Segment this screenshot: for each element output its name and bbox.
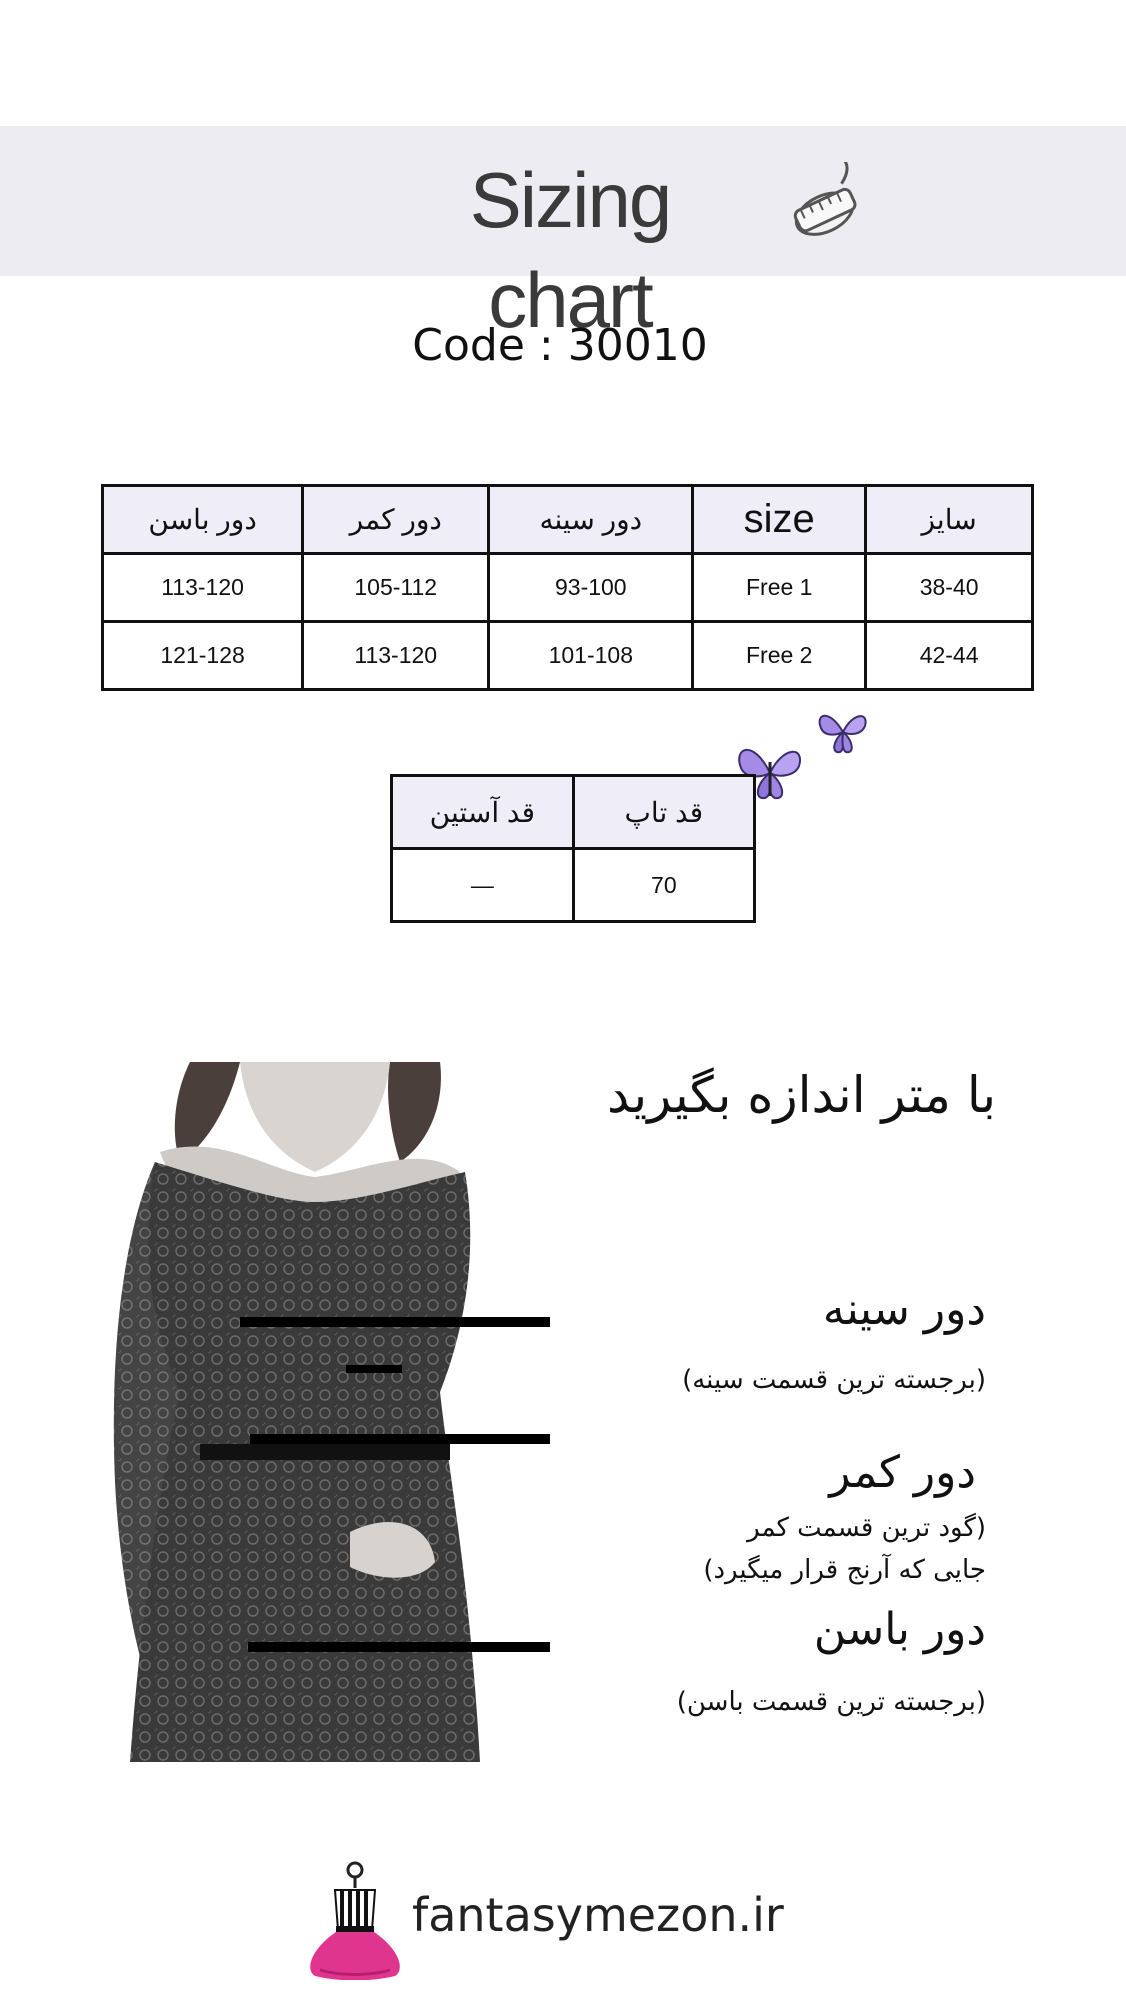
dress-logo-icon [300,1860,410,1980]
header-hip: دور باسن [103,486,303,554]
table-row [103,622,1033,690]
header-waist: دور کمر [303,486,489,554]
length-table-header-row [392,776,755,849]
header-chest: دور سینه [489,486,693,554]
cell-hip: 113-120 [103,554,303,622]
page-title: Sizing chart [469,156,671,344]
length-table [390,774,756,923]
chest-note: (برجسته ترین قسمت سینه) [682,1365,986,1395]
size-table-header-row [103,486,1033,554]
product-code: Code : 30010 [412,320,708,371]
dress-model-image [100,1062,550,1762]
hip-note: (برجسته ترین قسمت باسن) [676,1687,986,1717]
cell-size-farsi: 42-44 [866,622,1033,690]
table-row [103,554,1033,622]
butterfly-icon [815,706,871,758]
cell-size-farsi: 38-40 [866,554,1033,622]
chest-label: دور سینه [822,1284,986,1335]
header-size-farsi: سایز [866,486,1033,554]
cell-waist: 113-120 [303,622,489,690]
cell-chest: 101-108 [489,622,693,690]
cell-waist: 105-112 [303,554,489,622]
header-size-latin: size [693,486,866,554]
measure-heading: با متر اندازه بگیرید [607,1066,996,1124]
cell-size-latin: Free 1 [693,554,866,622]
cell-sleeve-length: — [392,849,574,922]
cell-chest: 93-100 [489,554,693,622]
waist-note-1: (گود ترین قسمت کمر [747,1513,986,1543]
header-top-length: قد تاپ [573,776,754,849]
cell-hip: 121-128 [103,622,303,690]
waist-label: دور کمر [829,1447,976,1498]
waist-note-2: جایی که آرنج قرار میگیرد) [703,1555,986,1585]
cell-size-latin: Free 2 [693,622,866,690]
site-url[interactable]: fantasymezon.ir [412,1888,784,1942]
cell-top-length: 70 [573,849,754,922]
hip-label: دور باسن [813,1604,986,1655]
size-table [101,484,1034,691]
table-row [392,849,755,922]
measuring-tape-icon [782,162,872,252]
header-sleeve-length: قد آستین [392,776,574,849]
